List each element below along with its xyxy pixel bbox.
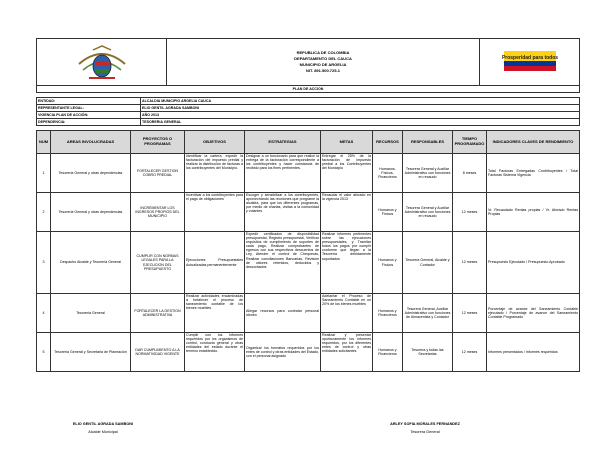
row-areas: Tesoreria General y Secretaria de Planeación <box>51 333 131 372</box>
municipality-seal-cell <box>37 39 167 86</box>
table-row <box>37 333 580 372</box>
row-responsible: Tesorera y todas las Secretarias <box>403 333 453 372</box>
row-resources: Humanos y Financieros <box>373 333 403 372</box>
plan-title: PLAN DE ACCION <box>37 86 580 93</box>
info-value: ALCALDIA MUNICIPIO ARGELIA CAUCA <box>141 98 580 105</box>
row-goals: Realizar y presentar oportunamente los informes requeridos, por los diferentes entes de control y otras entidades solicitantes <box>321 333 373 372</box>
row-resources: Humanos y Financieros <box>373 294 403 333</box>
signature-title: Alcalde Municipal <box>88 430 118 434</box>
table-row <box>37 193 580 232</box>
row-responsible: Tesorera General y Auxiliar Administrativo con funciones en recaudo <box>403 154 453 193</box>
info-label: VIGENCIA PLAN DE ACCIÓN: <box>37 112 141 119</box>
col-header: NUM <box>37 131 51 154</box>
row-time: 12 meses <box>453 232 487 294</box>
row-indicators: Presupuesto Ejecutado / Presupuesto Aprobado <box>487 232 580 294</box>
action-plan-document <box>36 38 579 372</box>
row-project: INCREMENTAR LOS INGRESOS PROPIOS DEL MUNICIPIO <box>131 193 185 232</box>
col-header: RESPONSABLES <box>403 131 453 154</box>
entity-header <box>167 39 480 86</box>
header-line-3: MUNICIPIO DE ARGELIA <box>299 62 347 67</box>
col-header: PROYECTOS O PROGRAMAS <box>131 131 185 154</box>
row-resources: Humanos y Físicos <box>373 232 403 294</box>
row-objectives: Realizar actividades encaminadas a fortalecer el proceso de saneamiento contable de los bienes muebles <box>185 294 245 333</box>
row-resources: Humanos, Físicos, Financieros <box>373 154 403 193</box>
row-goals: Realizar informes pertinentes sobre las ejecuciones presupuestales, y Tramitar todos los pagos por cumplir conforme que llegan a la Tesorería debidamente soportados <box>321 232 373 294</box>
government-logo-cell <box>480 39 580 86</box>
header-table <box>36 38 580 93</box>
row-time: 12 meses <box>453 294 487 333</box>
row-areas: Tesoreria General <box>51 294 131 333</box>
municipality-seal-icon <box>73 42 131 82</box>
row-responsible: Tesorera General, Alcalde y Contador <box>403 232 453 294</box>
row-objectives: Ejecuciones Presupuestales Actualizadas permanentemente <box>185 232 245 294</box>
row-strategies: Escoger y sensibilizar a los contribuyentes, aprovechando las reuniones que programe la alcaldía, para que los diferentes programas, por medio de charlas, visitas a la comunidad y volantes <box>245 193 321 232</box>
col-header: METAS <box>321 131 373 154</box>
signature-mayor <box>48 422 158 434</box>
info-value: ELIO GENTIL AGRADA SAMBONI <box>141 105 580 112</box>
signature-name: ARLEY SOFIA MORALES FERNANDEZ <box>390 422 460 426</box>
row-strategies: Expedir certificados de disponibilidad presupuestal, Registro presupuestal, Verificar requisitos de cumplimiento de soportes de cada pago, Realizar comprobantes de egresos con sus respectivos descuentos de Ley, Atender el control de Chequeras, Realizar conciliaciones Bancarias, Revisión de valores retenidos, deducidos y descontados <box>245 232 321 294</box>
row-objectives: Incentivar a los contribuyentes para el pago de obligaciones <box>185 193 245 232</box>
row-responsible: Tesorera General, Auxiliar Administrativo con funciones de Almacenista y Contador <box>403 294 453 333</box>
row-num: 2 <box>37 193 51 232</box>
info-label: DEPENDENCIA: <box>37 119 141 126</box>
row-goals: Recaudar el valor aforado en la vigencia 2013 <box>321 193 373 232</box>
info-value: TESORERIA GENERAL <box>141 119 580 126</box>
row-areas: Despacho Alcalde y Tesoreria General <box>51 232 131 294</box>
row-areas: Tesoreria General y otras dependencias <box>51 154 131 193</box>
row-goals: Adelantar el Proceso de Saneamiento Contable en un 20% de los bienes muebles <box>321 294 373 333</box>
row-project: DAR CUMPLIMIENTO A LA NORMATIVIDAD VIGENTE <box>131 333 185 372</box>
row-strategies: Designar a un funcionario para que realice la entrega de la facturación correspondiente a los contribuyentes y hacer constancia de recibido para los fines pertinentes. <box>245 154 321 193</box>
row-indicators: Informes presentados / Informes requeridos <box>487 333 580 372</box>
row-num: 3 <box>37 232 51 294</box>
table-row <box>37 232 580 294</box>
row-num: 5 <box>37 333 51 372</box>
row-time: 8 meses <box>453 154 487 193</box>
info-label: ENTIDAD: <box>37 98 141 105</box>
row-project: FORTALECER LA GESTION ADMINISTRATIVA <box>131 294 185 333</box>
table-row <box>37 154 580 193</box>
action-plan-table <box>36 130 580 372</box>
row-objectives: Cumplir con los informes requeridos por los organismos de control, conducta general y otras entidades del estado durante el termino establecido. <box>185 333 245 372</box>
row-time: 12 meses <box>453 193 487 232</box>
row-time: 12 meses <box>453 333 487 372</box>
col-header: ESTRATEGIAS <box>245 131 321 154</box>
row-num: 4 <box>37 294 51 333</box>
row-indicators: Porcentaje de avance del Saneamiento Contable ejecutado / Porcentaje de avance del Saneamiento Contable Programado <box>487 294 580 333</box>
row-areas: Tesoreria General y otras dependencias <box>51 193 131 232</box>
signature-name: ELIO GENTIL AGRADA SAMBONI <box>72 422 134 426</box>
header-line-2: DEPARTAMENTO DEL CAUCA <box>294 56 352 61</box>
info-label: REPRESENTANTE LEGAL: <box>37 105 141 112</box>
row-project: CUMPLIR CON NORMAS LEGALES PARA LA EJECUCION DEL PRESUPUESTO <box>131 232 185 294</box>
row-goals: Entregar el 25% de la facturación de impuesto predial a los Contribuyentes del Municipio <box>321 154 373 193</box>
table-row <box>37 294 580 333</box>
col-header: RECURSOS <box>373 131 403 154</box>
row-project: FORTALECER GESTION COBRO PREDIAL <box>131 154 185 193</box>
row-strategies: Organizar los formatos requeridos por los entes de control y otras entidades del Estado, con el personal asignado <box>245 333 321 372</box>
info-value: AÑO 2013 <box>141 112 580 119</box>
logo-text: Prosperidad para todos <box>501 55 558 61</box>
col-header: AREAS INVOLUCRADAS <box>51 131 131 154</box>
signature-treasurer <box>370 422 480 434</box>
row-indicators: Total Facturas Entregadas Contribuyentes / Total Facturas Sistema Vigencia <box>487 154 580 193</box>
header-line-4: NIT. 891.500.725-1 <box>305 68 341 73</box>
table-header-row <box>37 131 580 154</box>
prosperity-logo-icon <box>500 47 560 77</box>
col-header: INDICADORES CLAVES DE RENDIMIENTO <box>487 131 580 154</box>
row-responsible: Tesorera General y Auxiliar Administrativo con funciones en recaudo <box>403 193 453 232</box>
row-indicators: Vr. Recaudado Rentas propias / Vr. Aforado Rentas Propias <box>487 193 580 232</box>
header-line-1: REPUBLICA DE COLOMBIA <box>296 50 350 55</box>
row-num: 1 <box>37 154 51 193</box>
signature-title: Tesorera General <box>410 430 440 434</box>
row-resources: Humanos y Físicos <box>373 193 403 232</box>
row-strategies: Allegar recursos para contratar personal idóneo <box>245 294 321 333</box>
col-header: TIEMPO PROGRAMADO <box>453 131 487 154</box>
row-objectives: Identificar la cartera, expedir la facturación del impuesto predial y realizar la distribución de facturas a los contribuyentes del Municipio. <box>185 154 245 193</box>
info-table <box>36 97 580 126</box>
col-header: OBJETIVOS <box>185 131 245 154</box>
